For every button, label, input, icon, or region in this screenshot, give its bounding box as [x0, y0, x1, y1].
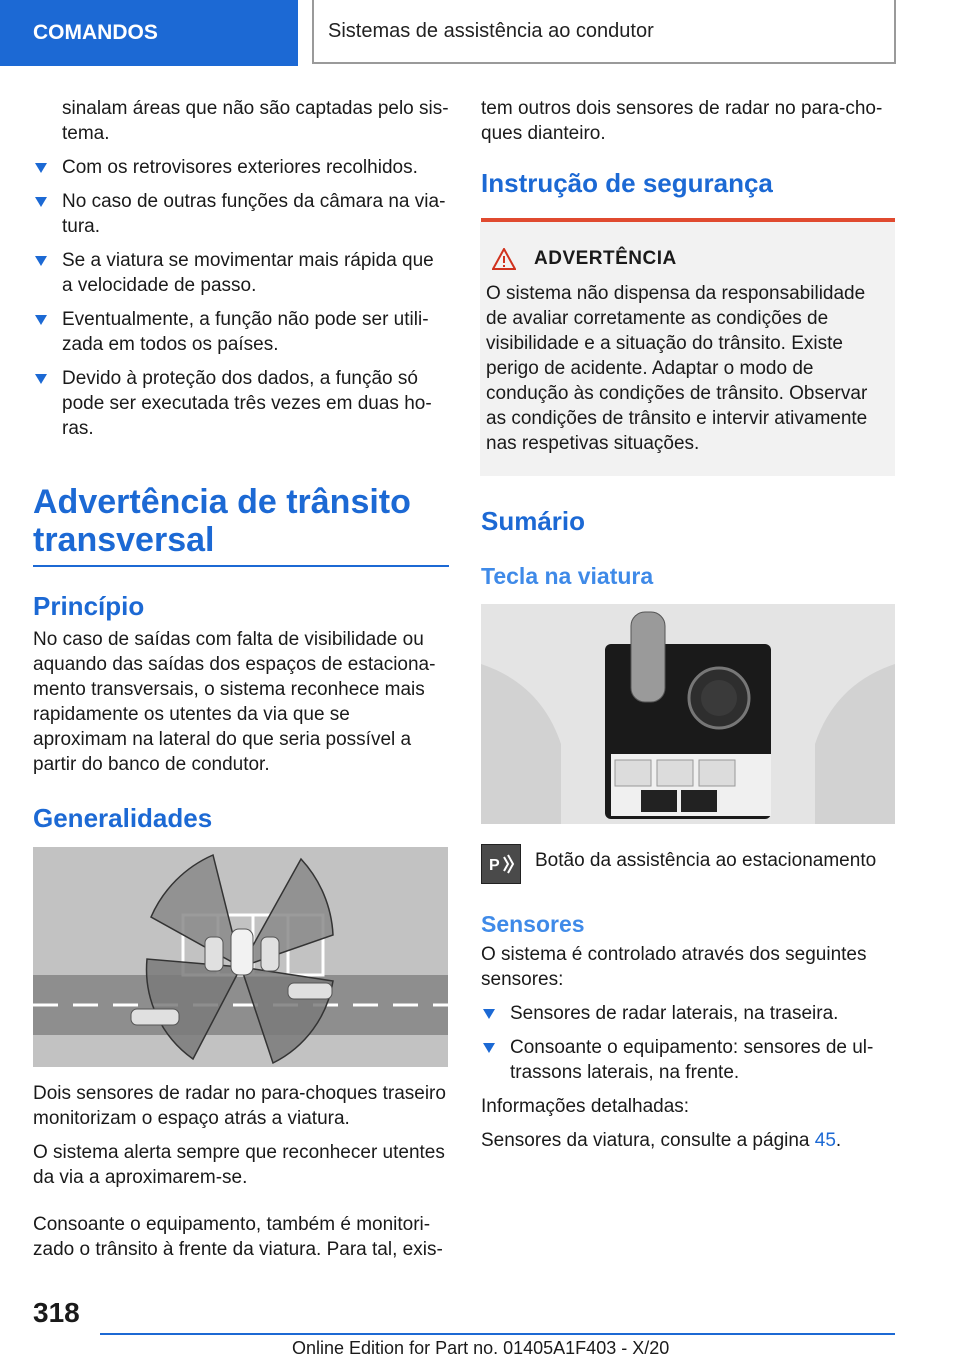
heading-principio: Princípio — [33, 591, 145, 621]
right-column — [481, 96, 895, 1162]
list-item: Se a viatura se movimentar mais rápida que a velocidade de passo. — [33, 248, 449, 298]
warning-triangle-icon — [492, 248, 516, 270]
heading-sumario: Sumário — [481, 506, 586, 536]
generalidades-p2: O sistema alerta sempre que reconhecer utentes da via a aproximarem-se. — [33, 1142, 445, 1188]
heading-tecla: Tecla na viatura — [481, 563, 654, 589]
footer-edition: Online Edition for Part no. 01405A1F403 - X/20 — [292, 1338, 670, 1358]
warning-box — [480, 222, 895, 476]
chapter-heading: Advertência de trânsito transversal — [33, 483, 411, 559]
list-item: Devido à proteção dos dados, a função só pode ser executada três vezes em duas horas. — [33, 366, 449, 441]
parking-button-row — [481, 844, 895, 884]
warning-text: O sistema não dispensa da responsabilidade de avaliar corretamente as condições de visibilidade e a situação do trânsito. Existe perigo de acidente. Adaptar o modo de condução às condições de trânsito. Observar as condições de trânsito e intervir ativamente nas respetivas situações. — [486, 283, 868, 454]
section-label: COMANDOS — [33, 21, 158, 44]
page-link[interactable]: 45 — [814, 1130, 836, 1151]
list-item: Consoante o equipamento: sensores de ultrassons laterais, na frente. — [481, 1035, 895, 1085]
list-item: Eventualmente, a função não pode ser utilizada em todos os países. — [33, 307, 449, 357]
principio-text: No caso de saídas com falta de visibilidade ou aquando das saídas dos espaços de estacionamento transversais, o sistema reconhece mais rapidamente os utentes da via que se aproximam na lateral do que seria possível a partir do banco de condutor. — [33, 629, 436, 775]
info-label: Informações detalhadas: — [481, 1096, 690, 1117]
sensores-intro: O sistema é controlado através dos seguintes sensores: — [481, 944, 867, 990]
sensors-list — [481, 1001, 895, 1085]
generalidades-p3: Consoante o equipamento, também é monitorizado o trânsito à frente da viatura. Para tal, exis- — [33, 1214, 443, 1260]
list-item: Com os retrovisores exteriores recolhidos. — [33, 155, 449, 180]
radar-diagram-svg — [33, 847, 448, 1067]
list-item: No caso de outras funções da câmara na viatura. — [33, 189, 449, 239]
page-number: 318 — [33, 1297, 80, 1328]
center-console-photo — [481, 604, 895, 824]
generalidades-p1: Dois sensores de radar no para-choques traseiro monitorizam o espaço atrás a viatura. — [33, 1083, 446, 1129]
section-tab[interactable] — [0, 0, 298, 66]
list-item: Sensores de radar laterais, na traseira. — [481, 1001, 895, 1026]
heading-sensores: Sensores — [481, 911, 585, 937]
console-svg — [481, 604, 895, 824]
right-continuation: tem outros dois sensores de radar no para-choques dianteiro. — [481, 98, 883, 144]
heading-generalidades: Generalidades — [33, 803, 213, 833]
limitations-list — [33, 155, 449, 441]
warning-title: ADVERTÊNCIA — [486, 246, 885, 271]
left-column — [33, 96, 449, 1271]
chapter-title: Sistemas de assistência ao condutor — [328, 19, 654, 42]
info-reference: Sensores da viatura, consulte a página 45. — [481, 1130, 842, 1151]
heading-rule — [33, 565, 449, 567]
heading-safety: Instrução de segurança — [481, 168, 773, 198]
svg-text:P: P — [489, 857, 500, 874]
intro-continuation: sinalam áreas que não são captadas pelo sistema. — [62, 98, 449, 144]
chapter-header — [312, 0, 896, 64]
parking-assist-icon — [481, 844, 521, 884]
footer-rule — [100, 1333, 895, 1335]
radar-coverage-illustration — [33, 847, 448, 1067]
parking-button-caption: Botão da assistência ao estacionamento — [535, 850, 877, 871]
